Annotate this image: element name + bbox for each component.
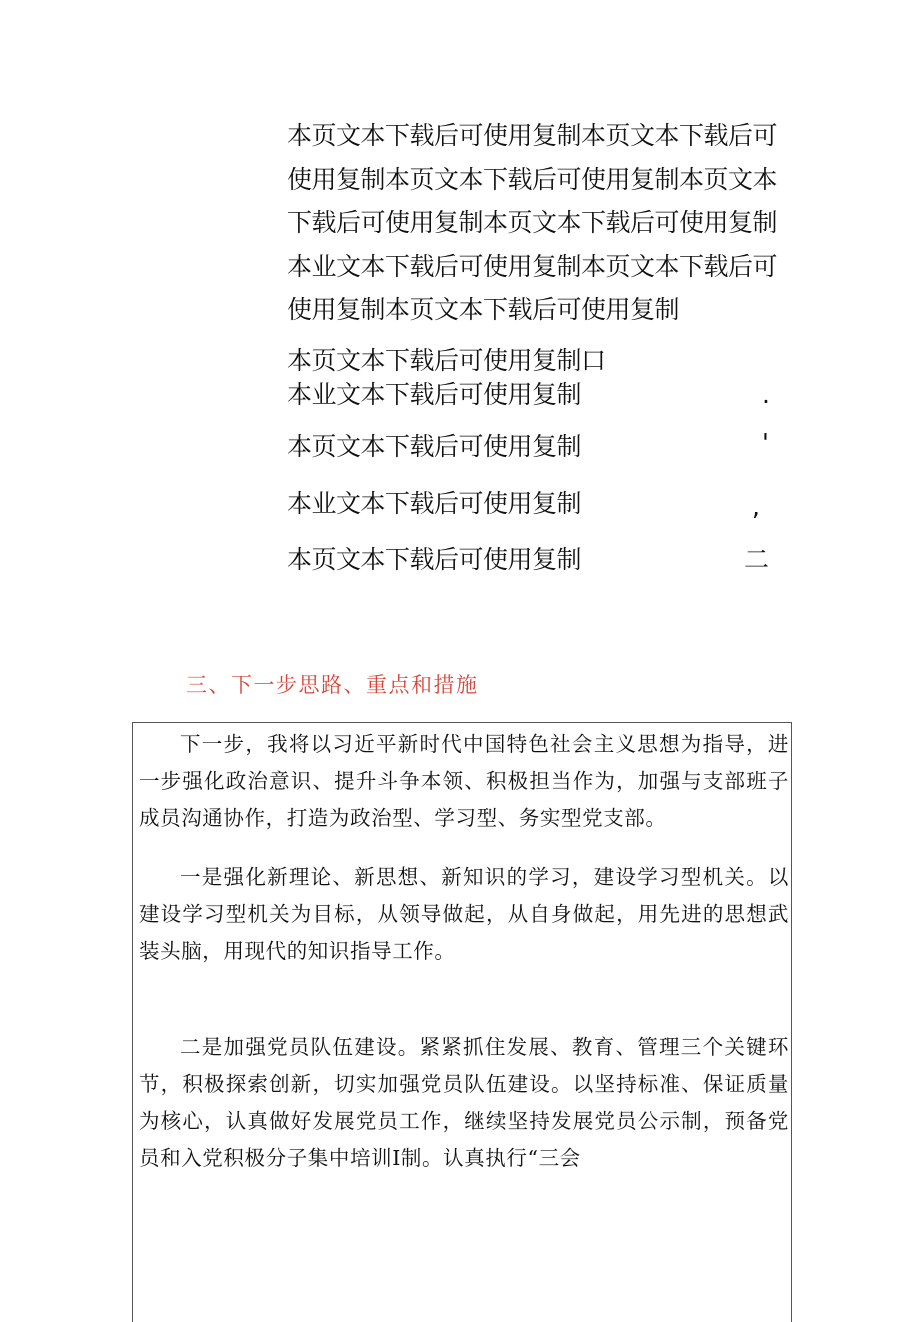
watermark-row: 本业文本下载后可使用复制: [287, 380, 582, 409]
watermark-mark: .: [762, 380, 770, 409]
watermark-mark: 二: [744, 545, 770, 574]
watermark-row: 本页文本下载后可使用复制: [287, 432, 582, 461]
watermark-mark: ,: [752, 492, 760, 521]
paragraph-point-two: 二是加强党员队伍建设。紧紧抓住发展、教育、管理三个关键环节，积极探索创新，切实加强党员队伍建设。以坚持标准、保证质量为核心，认真做好发展党员工作，继续坚持发展党员公示制，预备党员和入党积极分子集中培训I制。认真执行“三会: [139, 1035, 789, 1170]
watermark-mark: ': [762, 428, 769, 457]
content-box: [132, 722, 792, 1322]
watermark-row: 本页文本下载后可使用复制口: [287, 346, 606, 375]
watermark-row: 本业文本下载后可使用复制: [287, 489, 582, 518]
paragraph-point-one: 一是强化新理论、新思想、新知识的学习，建设学习型机关。以建设学习型机关为目标，从领导做起，从自身做起，用先进的思想武装头脑，用现代的知识指导工作。: [139, 865, 789, 963]
watermark-line: 本业文本下载后可使用复制本页文本下载后可: [287, 251, 778, 281]
paragraph-next-step: 下一步，我将以习近平新时代中国特色社会主义思想为指导，进一步强化政治意识、提升斗争本领、积极担当作为，加强与支部班子成员沟通协作，打造为政治型、学习型、务实型党支部。: [139, 732, 789, 830]
watermark-paragraph: [287, 114, 807, 332]
section-heading: 三、下一步思路、重点和措施: [186, 673, 479, 697]
watermark-line: 使用复制本页文本下载后可使用复制: [287, 295, 680, 324]
watermark-line: 下载后可使用复制本页文本下载后可使用复制: [287, 208, 778, 237]
watermark-line: 使用复制本页文本下载后可使用复制本页文本: [287, 164, 778, 194]
watermark-row: 本页文本下载后可使用复制: [287, 545, 582, 574]
watermark-line: 本页文本下载后可使用复制本页文本下载后可: [287, 121, 778, 150]
